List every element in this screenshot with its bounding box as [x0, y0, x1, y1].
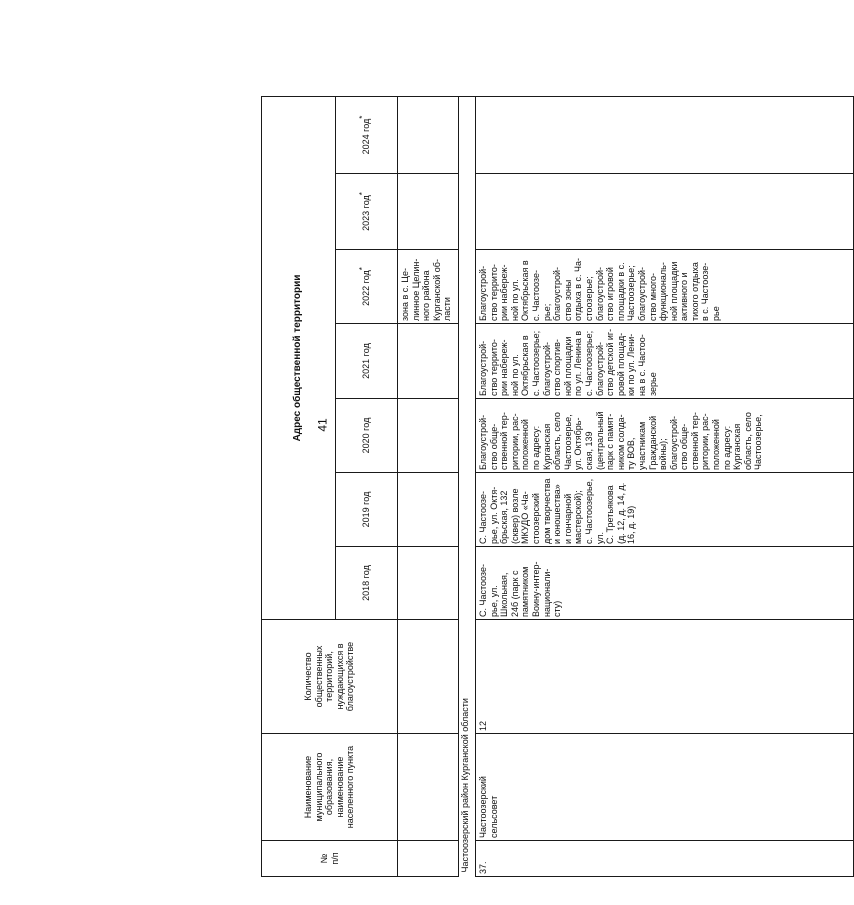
- header-count: Количество общественных территорий, нуждающихся в благоустройстве: [262, 620, 398, 734]
- header-year-2023: 2023 год*: [336, 174, 398, 250]
- prev-2022: зона в с. Це- линное Целин- ного района Курганской об- ласти: [398, 250, 459, 324]
- header-address: Адрес общественной территории: [262, 96, 336, 619]
- row-2022: Благоустрой- ство террито- рии набереж- ной по ул. Октябрьская в с. Частоозе- рье; благоустрой- ство зоны отдыха в с. Ча- стоозерье; благоустрой- ство игровой площадки в с. Частоозерье; благоустрой- ство много- функциональ- ной площадки активного и тихого отдыха в с. Частоозе- рье: [476, 250, 854, 324]
- header-num: № п/п: [262, 841, 398, 877]
- header-row: [262, 96, 336, 876]
- prev-num: [398, 841, 459, 877]
- row-name: Частоозерский сельсовет: [476, 734, 854, 841]
- row-2019: С. Частоозе- рье, ул. Октя- брьская, 132 (сквер) возле МКУДО «Ча- стоозерский дом творчества и юношества» и гончарной мастерской); с. Частоозерье, ул. С. Третьякова (д. 12, д. 14, д. 16, д. 19): [476, 473, 854, 547]
- rotated-table-wrapper: [261, 97, 853, 877]
- prev-2024: [398, 96, 459, 173]
- header-year-2019: 2019 год: [336, 473, 398, 547]
- header-year-2024: 2024 год*: [336, 96, 398, 173]
- prev-name: [398, 734, 459, 841]
- page-number: 41: [315, 418, 330, 432]
- table-row: [476, 96, 854, 876]
- prev-2021: [398, 324, 459, 399]
- prev-2020: [398, 399, 459, 473]
- row-2024: [476, 96, 854, 173]
- row-count: 12: [476, 620, 854, 734]
- public-territories-table: [261, 96, 854, 877]
- row-num: 37.: [476, 841, 854, 877]
- prev-count: [398, 620, 459, 734]
- region-row: [459, 96, 476, 876]
- row-2018: С. Частоозе- рье, ул. Школьная, 24б (парк с памятником Воину-интер- национали- сту): [476, 547, 854, 620]
- row-2021: Благоустрой- ство террито- рии набереж- ной по ул. Октябрьская в с. Частоозерье; благоустрой- ство спортив- ной площадки по ул. Ленина в с. Частоозерье; благоустрой- ство детской иг- ровой площад- ки по ул. Лени- на в с. Частоо- зерье: [476, 324, 854, 399]
- row-2023: [476, 174, 854, 250]
- header-year-2020: 2020 год: [336, 399, 398, 473]
- header-name: Наименование муниципального образования, наименование населенного пункта: [262, 734, 398, 841]
- region-title: Частоозерский район Курганской области: [459, 96, 476, 876]
- header-year-2021: 2021 год: [336, 324, 398, 399]
- prev-2018: [398, 547, 459, 620]
- header-year-2022: 2022 год*: [336, 250, 398, 324]
- table-row: [398, 96, 459, 876]
- prev-2019: [398, 473, 459, 547]
- row-2020: Благоустрой- ство обще- ственной тер- ритории, рас- положенной по адресу: Курганская область, село Частоозерье, ул. Октябрь- ская, 139 (центральный парк с памят- ником солда- ту ВОВ, участникам Гражданской войны); благоустрой- ство обще- ственной тер- ритории, рас- положенной по адресу: Курганская область, село Частоозерье,: [476, 399, 854, 473]
- header-year-2018: 2018 год: [336, 547, 398, 620]
- prev-2023: [398, 174, 459, 250]
